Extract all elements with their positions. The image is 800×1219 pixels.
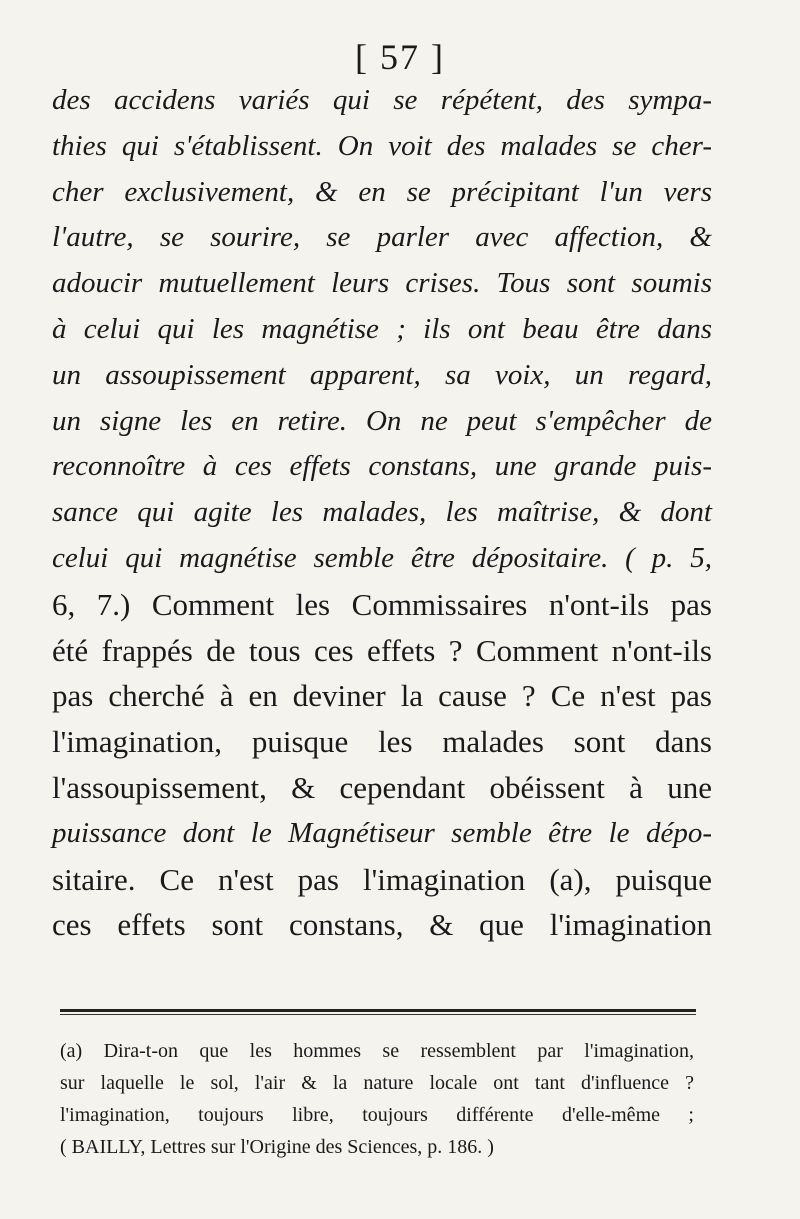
text-line: sitaire. Ce n'est pas l'imagination (a), puisque: [52, 861, 712, 897]
text-line: l'imagination, puisque les malades sont dans: [52, 724, 712, 760]
text-line: l'autre, se sourire, se parler avec affection, &: [52, 221, 712, 254]
footnote-rule: [60, 1009, 696, 1015]
text-line: des accidens variés qui se répétent, des sympa-: [52, 84, 712, 116]
footnote-line: l'imagination, toujours libre, toujours différente d'elle-même ;: [60, 1104, 694, 1126]
text-line: pas cherché à en deviner la cause ? Ce n'est pas: [52, 678, 712, 714]
body-text: [52, 78, 712, 948]
text-line: 6, 7.) Comment les Commissaires n'ont-ils pas: [52, 586, 712, 622]
text-line: l'assoupissement, & cependant obéissent à une: [52, 769, 712, 805]
text-line: été frappés de tous ces effets ? Comment n'ont-ils: [52, 632, 712, 668]
text-line: à celui qui les magnétise ; ils ont beau être dans: [52, 312, 712, 345]
footnote-line: ( BAILLY, Lettres sur l'Origine des Sciences, p. 186. ): [60, 1136, 494, 1158]
text-line: cher exclusivement, & en se précipitant l'un vers: [52, 175, 712, 208]
text-line: un signe les en retire. On ne peut s'empêcher de: [52, 404, 712, 437]
footnote-line: sur laquelle le sol, l'air & la nature locale ont tant d'influence ?: [60, 1072, 694, 1094]
text-line: reconnoître à ces effets constans, une grande puis-: [52, 450, 712, 483]
text-line: adoucir mutuellement leurs crises. Tous sont soumis: [52, 267, 712, 300]
text-line: puissance dont le Magnétiseur semble être le dépo-: [52, 816, 712, 849]
text-line: ces effets sont constans, & que l'imagination: [52, 907, 712, 943]
text-line: un assoupissement apparent, sa voix, un regard,: [52, 358, 712, 391]
text-line: sance qui agite les malades, les maîtrise, & dont: [52, 496, 712, 529]
text-line: thies qui s'établissent. On voit des malades se cher-: [52, 129, 712, 162]
footnote-line: (a) Dira-t-on que les hommes se ressemblent par l'imagination,: [60, 1040, 694, 1062]
footnote: [60, 1035, 694, 1163]
page-number: [ 57 ]: [355, 37, 445, 77]
text-line: celui qui magnétise semble être dépositaire. ( p. 5,: [52, 541, 712, 574]
